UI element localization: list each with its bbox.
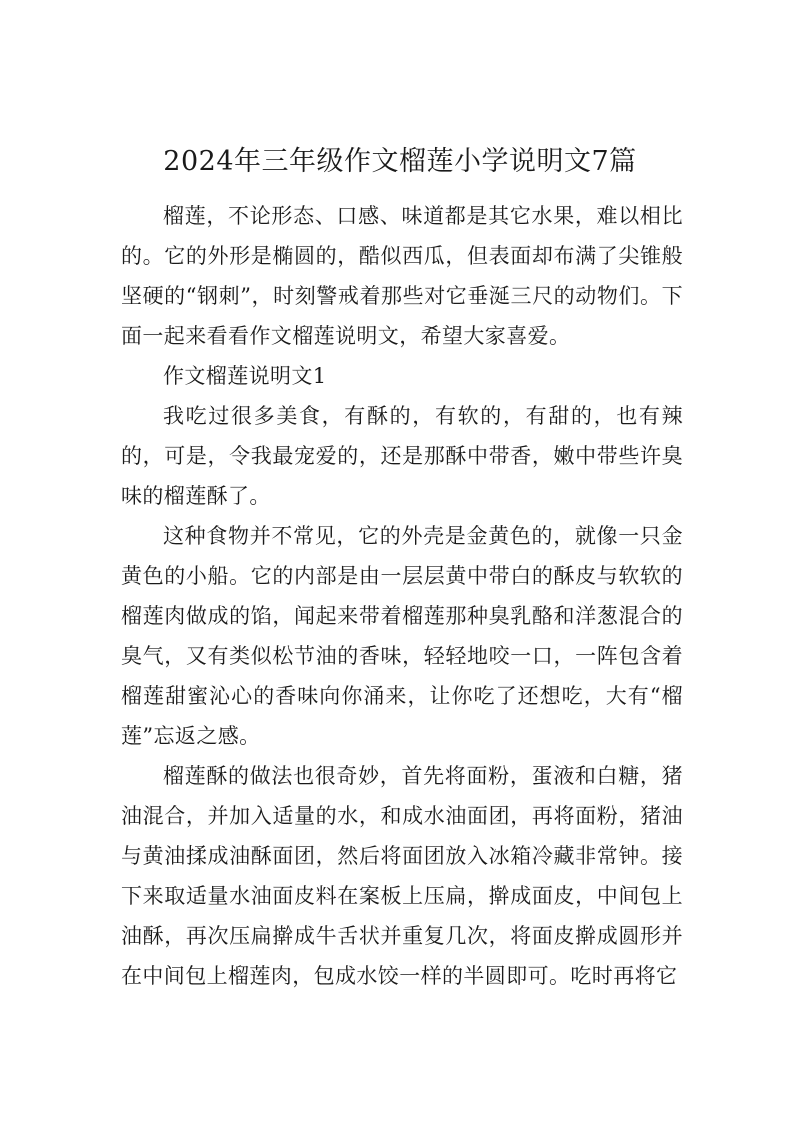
body-paragraph: 这种食物并不常见，它的外壳是金黄色的，就像一只金黄色的小船。它的内部是由一层层黄中带白的酥皮与软软的榴莲肉做成的馅，闻起来带着榴莲那种臭乳酪和洋葱混合的臭气，又有类似松节油的香味，轻轻地咬一口，一阵包含着榴莲甜蜜沁心的香味向你涌来，让你吃了还想吃，大有“榴莲”忘返之感。 <box>121 524 683 748</box>
document-body <box>121 196 683 996</box>
body-paragraph: 榴莲酥的做法也很奇妙，首先将面粉，蛋液和白糖，猪油混合，并加入适量的水，和成水油面团，再将面粉，猪油与黄油揉成油酥面团，然后将面团放入冰箱冷藏非常钟。接下来取适量水油面皮料在案板上压扁，擀成面皮，中间包上油酥，再次压扁擀成牛舌状并重复几次，将面皮擀成圆形并在中间包上榴莲肉，包成水饺一样的半圆即可。吃时再将它 <box>121 764 683 988</box>
body-paragraph: 我吃过很多美食，有酥的，有软的，有甜的，也有辣的，可是，令我最宠爱的，还是那酥中带香，嫩中带些许臭味的榴莲酥了。 <box>121 404 683 508</box>
intro-paragraph: 榴莲，不论形态、口感、味道都是其它水果，难以相比的。它的外形是椭圆的，酷似西瓜，但表面却布满了尖锥般坚硬的“钢刺”，时刻警戒着那些对它垂涎三尺的动物们。下面一起来看看作文榴莲说明文，希望大家喜爱。 <box>121 204 683 348</box>
page-title: 2024年三年级作文榴莲小学说明文7篇 <box>163 146 637 178</box>
section-heading: 作文榴莲说明文1 <box>163 364 327 388</box>
